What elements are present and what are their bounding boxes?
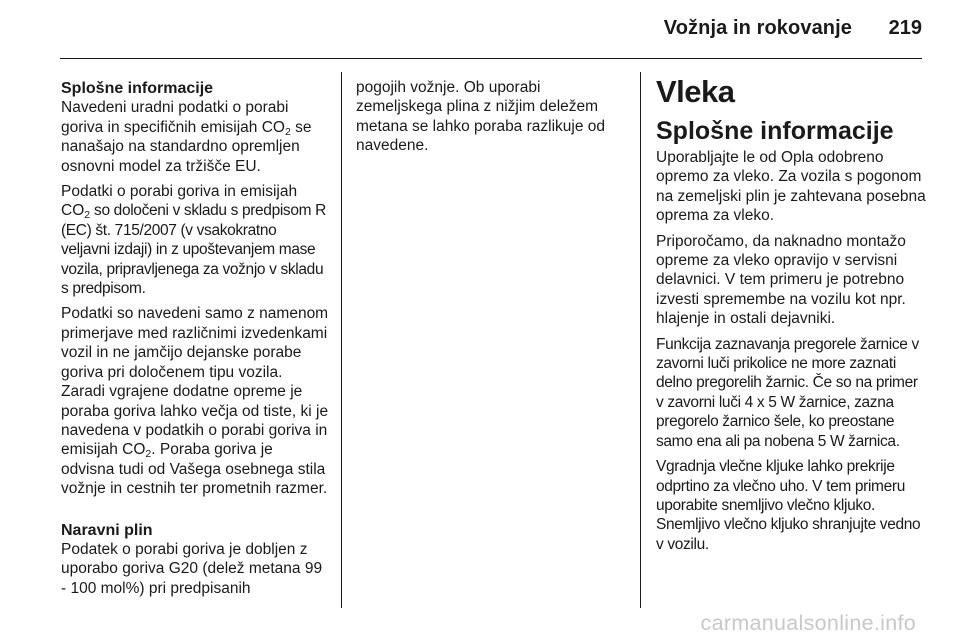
page-number: 219 [888, 17, 922, 39]
paragraph-retrofit: Priporočamo, da naknadno montažo opreme za vleko opravijo v servisni delavnici. V tem primeru je potrebno izvesti spremembe na vozilu kot npr. hlajenje in ostali dejavniki. [656, 232, 906, 328]
header-divider [60, 58, 922, 59]
paragraph-comparison [61, 304, 329, 498]
page-header [0, 0, 960, 58]
paragraph-text: se nanašajo na standardno opremljen osnovni model za tržišče EU. [61, 118, 312, 175]
column-divider-left [341, 72, 342, 608]
paragraph-text: Podatki o porabi goriva in emisijah CO [61, 183, 298, 220]
chapter-title-towing: Vleka [656, 74, 735, 109]
paragraph-tow-hitch: Vgradnja vlečne kljuke lahko prekrije odprtino za vlečno uho. V tem primeru uporabite snemljivo vlečno kljuko. Snemljivo vlečno kljuko shranjujte vedno v vozilu. [656, 458, 921, 553]
section-heading-natural-gas: Naravni plin [61, 521, 153, 539]
section-heading-towing-general: Splošne informacije [656, 117, 894, 145]
subscript: 2 [145, 448, 152, 461]
paragraph-bulb-detection: Funkcija zaznavanja pregorele žarnice v zavorni luči prikolice ne more zaznati delno pregorelih žarnic. Če so na primer v zavorni luči 4 x 5 W žarnice, zazna pregorelo žarnico šele, ko preostane samo ena ali pa nobena 5 W žarnica. [656, 335, 919, 450]
paragraph-official-data [61, 98, 329, 176]
paragraph-text: Navedeni uradni podatki o porabi goriva in specifičnih emisijah CO [61, 99, 289, 136]
paragraph-text: . Poraba goriva je odvisna tudi od Vašega osebnega stila vožnje in cestnih ter prometnih razmer. [61, 441, 328, 498]
column-divider-right [640, 72, 641, 608]
subscript: 2 [284, 125, 291, 138]
paragraph-towing-equipment: Uporabljajte le od Opla odobreno opremo za vleko. Za vozila s pogonom na zemeljski plin je zahtevana posebna oprema za vleko. [656, 149, 926, 225]
column-middle [356, 78, 624, 156]
column-left [61, 79, 329, 598]
subscript: 2 [84, 209, 91, 222]
section-heading-general-info: Splošne informacije [61, 80, 214, 97]
paragraph-natural-gas: Podatek o porabi goriva je dobljen z uporabo goriva G20 (delež metana 99 - 100 mol%) pri predpisanih [61, 540, 323, 597]
page-section-title: Vožnja in rokovanje [663, 17, 852, 39]
paragraph-text: so določeni v skladu s predpisom R (EC) št. 715/2007 (v vsakokratno veljavni izdaji) in z upoštevanjem mase vozila, pripravljenega za vožnjo v skladu s predpisom. [61, 202, 326, 298]
paragraph-text: Podatki so navedeni samo z namenom primerjave med različnimi izvedenkami vozil in ne jamčijo dejanske porabe goriva pri določenem tipu vozila. Zaradi vgrajene dodatne opreme je poraba goriva lahko večja od tiste, ki je navedena v podatkih o porabi goriva in emisijah CO [61, 305, 329, 459]
column-right [656, 74, 928, 554]
paragraph-regulation [61, 182, 329, 298]
watermark: carmanualsonline.info [700, 611, 916, 635]
paragraph-natural-gas-continued: pogojih vožnje. Ob uporabi zemeljskega plina z nižjim deležem metana se lahko poraba razlikuje od navedene. [356, 79, 606, 155]
